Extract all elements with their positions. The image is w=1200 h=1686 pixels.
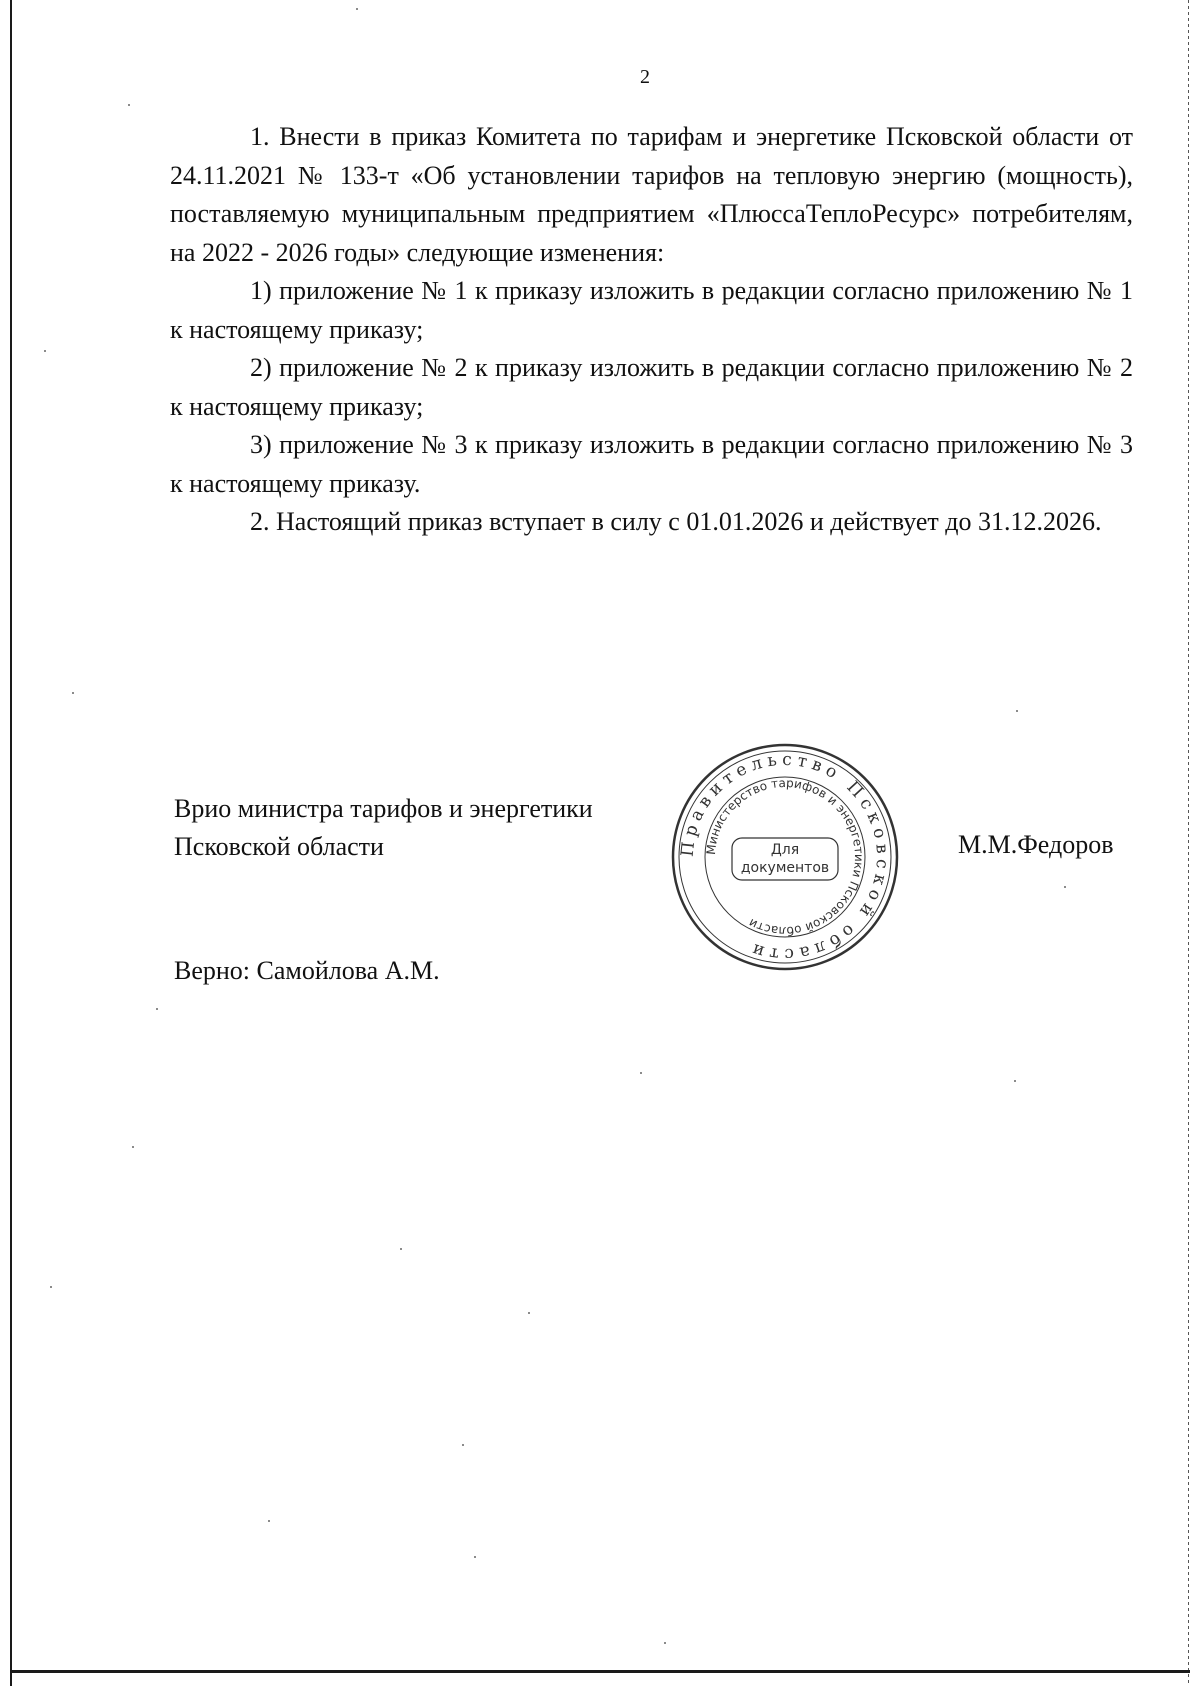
scan-speck [356, 8, 358, 10]
scan-speck [156, 1008, 158, 1010]
signatory-title-line-2: Псковской области [174, 832, 384, 861]
paragraph-item-1: 1) приложение № 1 к приказу изложить в редакции согласно приложению № 1 к настоящему приказу; [170, 276, 1133, 344]
seal-inner-text: Министерство тарифов и энергетики Псковской области [703, 775, 867, 939]
scan-speck [1064, 886, 1066, 888]
signatory-title-line-1: Врио министра тарифов и энергетики [174, 794, 593, 823]
scan-left-edge [10, 0, 12, 1686]
official-seal [670, 742, 900, 972]
scan-speck [72, 692, 74, 694]
scan-speck [1014, 1080, 1016, 1082]
seal-center-line-1: Для [770, 842, 800, 858]
order-body [170, 118, 1133, 542]
scan-speck [44, 350, 46, 352]
signatory-name: М.М.Федоров [958, 830, 1114, 859]
scan-bottom-edge [10, 1670, 1190, 1673]
scan-right-edge [1188, 0, 1189, 1686]
paragraph-amendment: 1. Внести в приказ Комитета по тарифам и энергетике Псковской области от 24.11.2021 № 133-т «Об установлении тарифов на тепловую энергию (мощность), поставляемую муниципальным предприятием «ПлюссаТеплоРесурс» потребителям, на 2022 - 2026 годы» следующие изменения: [170, 122, 1133, 267]
seal-outer-text: Правительство Псковской области [677, 749, 893, 965]
scan-speck [474, 1556, 476, 1558]
page-number: 2 [640, 66, 650, 88]
verified-by: Верно: Самойлова А.М. [174, 956, 440, 985]
scan-speck [128, 104, 130, 106]
signatory-title [174, 790, 593, 866]
seal-center-line-2: документов [740, 860, 830, 876]
scan-speck [640, 1072, 642, 1074]
scan-speck [50, 1286, 52, 1288]
scan-speck [1016, 710, 1018, 712]
scan-speck [400, 1248, 402, 1250]
scan-speck [664, 1642, 666, 1644]
paragraph-item-3: 3) приложение № 3 к приказу изложить в редакции согласно приложению № 3 к настоящему приказу. [170, 430, 1133, 498]
scan-speck [462, 1444, 464, 1446]
paragraph-effective-date: 2. Настоящий приказ вступает в силу с 01.01.2026 и действует до 31.12.2026. [250, 507, 1102, 536]
paragraph-item-2: 2) приложение № 2 к приказу изложить в редакции согласно приложению № 2 к настоящему приказу; [170, 353, 1133, 421]
scan-speck [268, 1520, 270, 1522]
scan-speck [528, 1312, 530, 1314]
scan-speck [132, 1146, 134, 1148]
